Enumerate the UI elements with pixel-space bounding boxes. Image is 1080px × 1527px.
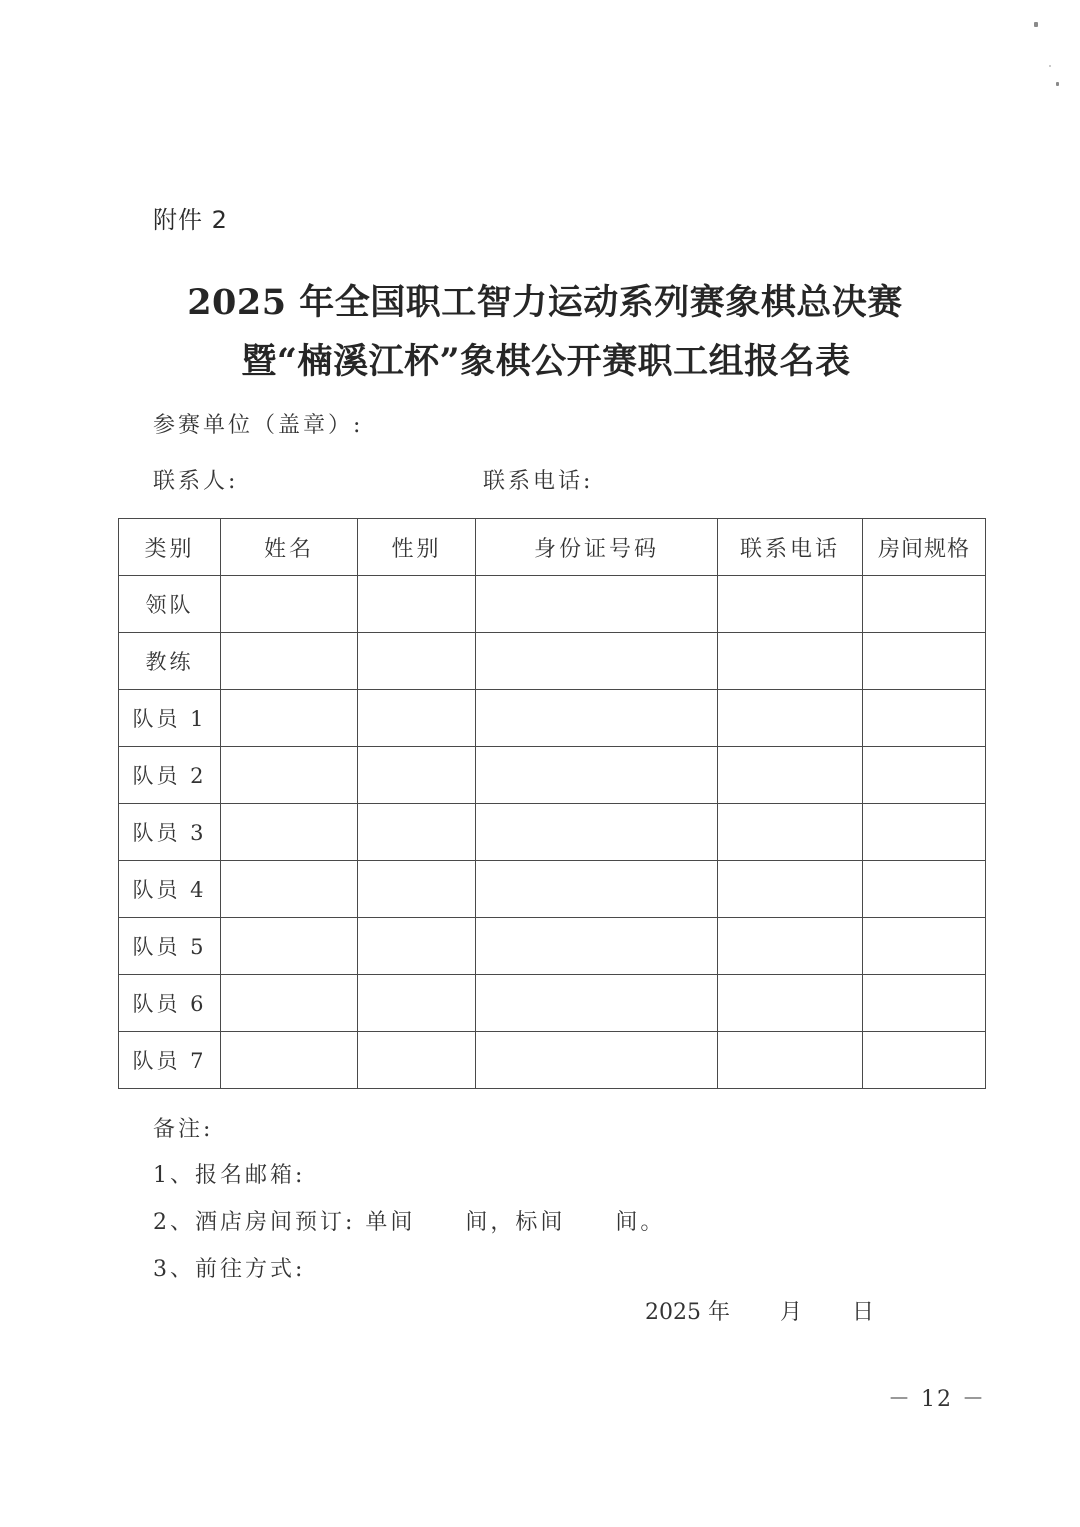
phone-cell[interactable] xyxy=(718,576,863,633)
name-cell[interactable] xyxy=(221,633,358,690)
room-type-cell[interactable] xyxy=(863,1032,986,1089)
date-month: 月 xyxy=(779,1300,802,1325)
table-header-row xyxy=(119,519,986,576)
phone-cell[interactable] xyxy=(718,918,863,975)
scan-artifact xyxy=(1056,82,1059,86)
gender-cell[interactable] xyxy=(358,633,476,690)
document-title-line-1: 2025 年全国职工智力运动系列赛象棋总决赛 xyxy=(187,282,903,323)
name-cell[interactable] xyxy=(221,747,358,804)
scan-artifact xyxy=(1049,65,1051,67)
id-number-cell[interactable] xyxy=(476,861,718,918)
table-row xyxy=(119,975,986,1032)
room-type-cell[interactable] xyxy=(863,690,986,747)
column-header-name: 姓名 xyxy=(221,519,358,576)
row-category: 教练 xyxy=(119,633,221,690)
gender-cell[interactable] xyxy=(358,1032,476,1089)
name-cell[interactable] xyxy=(221,918,358,975)
name-cell[interactable] xyxy=(221,690,358,747)
room-type-cell[interactable] xyxy=(863,747,986,804)
table-row xyxy=(119,633,986,690)
phone-cell[interactable] xyxy=(718,861,863,918)
id-number-cell[interactable] xyxy=(476,633,718,690)
registration-table xyxy=(118,518,986,1089)
table-row xyxy=(119,804,986,861)
contact-phone-label: 联系电话: xyxy=(483,469,594,494)
date-year: 2025 年 xyxy=(645,1300,730,1325)
phone-cell[interactable] xyxy=(718,690,863,747)
room-type-cell[interactable] xyxy=(863,804,986,861)
contact-person-label: 联系人: xyxy=(153,469,239,494)
column-header-gender: 性别 xyxy=(358,519,476,576)
row-category: 队员 2 xyxy=(119,747,221,804)
row-category: 队员 3 xyxy=(119,804,221,861)
phone-cell[interactable] xyxy=(718,633,863,690)
gender-cell[interactable] xyxy=(358,918,476,975)
phone-cell[interactable] xyxy=(718,1032,863,1089)
name-cell[interactable] xyxy=(221,975,358,1032)
name-cell[interactable] xyxy=(221,861,358,918)
column-header-room-type: 房间规格 xyxy=(863,519,986,576)
column-header-category: 类别 xyxy=(119,519,221,576)
table-row xyxy=(119,918,986,975)
room-type-cell[interactable] xyxy=(863,918,986,975)
table-row xyxy=(119,747,986,804)
name-cell[interactable] xyxy=(221,576,358,633)
gender-cell[interactable] xyxy=(358,861,476,918)
gender-cell[interactable] xyxy=(358,804,476,861)
signature-date xyxy=(645,1295,874,1326)
note-item-hotel-booking: 2、酒店房间预订: 单间 间，标间 间。 xyxy=(153,1210,666,1235)
page-number: － 12 － xyxy=(888,1387,986,1412)
id-number-cell[interactable] xyxy=(476,576,718,633)
document-title-line-2: 暨“楠溪江杯”象棋公开赛职工组报名表 xyxy=(241,341,851,382)
note-item-email: 1、报名邮箱: xyxy=(153,1163,306,1188)
table-row xyxy=(119,1032,986,1089)
table-row xyxy=(119,576,986,633)
gender-cell[interactable] xyxy=(358,975,476,1032)
id-number-cell[interactable] xyxy=(476,1032,718,1089)
column-header-id-number: 身份证号码 xyxy=(476,519,718,576)
id-number-cell[interactable] xyxy=(476,804,718,861)
id-number-cell[interactable] xyxy=(476,747,718,804)
table-row xyxy=(119,690,986,747)
name-cell[interactable] xyxy=(221,1032,358,1089)
phone-cell[interactable] xyxy=(718,747,863,804)
room-type-cell[interactable] xyxy=(863,975,986,1032)
id-number-cell[interactable] xyxy=(476,690,718,747)
date-day: 日 xyxy=(852,1300,875,1325)
notes-heading: 备注: xyxy=(153,1117,214,1142)
room-type-cell[interactable] xyxy=(863,861,986,918)
phone-cell[interactable] xyxy=(718,804,863,861)
room-type-cell[interactable] xyxy=(863,633,986,690)
table-row xyxy=(119,861,986,918)
gender-cell[interactable] xyxy=(358,576,476,633)
row-category: 队员 4 xyxy=(119,861,221,918)
note-item-travel-method: 3、前往方式: xyxy=(153,1257,306,1282)
row-category: 队员 1 xyxy=(119,690,221,747)
phone-cell[interactable] xyxy=(718,975,863,1032)
participating-unit-label: 参赛单位（盖章）: xyxy=(153,413,364,438)
room-type-cell[interactable] xyxy=(863,576,986,633)
attachment-label: 附件 2 xyxy=(153,206,228,234)
name-cell[interactable] xyxy=(221,804,358,861)
row-category: 队员 5 xyxy=(119,918,221,975)
scan-artifact xyxy=(1034,22,1038,27)
row-category: 队员 6 xyxy=(119,975,221,1032)
row-category: 队员 7 xyxy=(119,1032,221,1089)
row-category: 领队 xyxy=(119,576,221,633)
gender-cell[interactable] xyxy=(358,747,476,804)
id-number-cell[interactable] xyxy=(476,918,718,975)
column-header-phone: 联系电话 xyxy=(718,519,863,576)
id-number-cell[interactable] xyxy=(476,975,718,1032)
gender-cell[interactable] xyxy=(358,690,476,747)
